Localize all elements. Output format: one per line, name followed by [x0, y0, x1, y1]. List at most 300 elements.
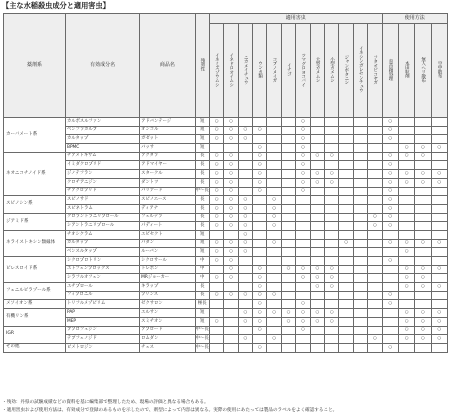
mark-cell: [415, 196, 431, 205]
mark-cell: [310, 196, 324, 205]
header-pest-label: 大型カメムシ: [315, 56, 321, 82]
header-pest-label: 小型カメムシ: [329, 56, 335, 82]
table-row: [4, 213, 448, 222]
mark-cell: ○: [209, 178, 223, 187]
mark-cell: ○: [398, 178, 414, 187]
mark-cell: [368, 343, 382, 352]
mark-cell: [296, 196, 310, 205]
table-row: [4, 283, 448, 292]
mark-cell: [224, 309, 238, 318]
mark-cell: [281, 178, 295, 187]
mark-cell: ○: [209, 126, 223, 135]
mark-cell: [267, 317, 281, 326]
product-cell: オンコル: [140, 126, 195, 135]
mark-cell: [238, 257, 252, 266]
header-method-label: 本田粒剤: [404, 60, 410, 78]
mark-cell: ○: [325, 152, 339, 161]
mark-cell: [431, 118, 447, 127]
mark-cell: [209, 230, 223, 239]
mark-cell: [310, 300, 324, 309]
product-cell: フェルテラ: [140, 213, 195, 222]
mark-cell: ○: [209, 317, 223, 326]
page-title: 【主な水稲殺虫成分と適用害虫】: [2, 1, 110, 10]
mark-cell: [368, 204, 382, 213]
header-pest-label: イネミズゾウムシ: [214, 52, 220, 87]
mark-cell: ○: [296, 187, 310, 196]
product-cell: ダントツ: [140, 178, 195, 187]
mark-cell: [281, 239, 295, 248]
mark-cell: ○: [267, 222, 281, 231]
mark-cell: [267, 283, 281, 292]
mark-cell: [310, 343, 324, 352]
mark-cell: ○: [398, 170, 414, 179]
mark-cell: ○: [224, 239, 238, 248]
mark-cell: [281, 170, 295, 179]
mark-cell: [353, 118, 367, 127]
mark-cell: ○: [224, 204, 238, 213]
header-pest: [368, 24, 382, 118]
mark-cell: [368, 178, 382, 187]
mark-cell: [339, 326, 353, 335]
mark-cell: [382, 230, 398, 239]
mark-cell: ○: [325, 178, 339, 187]
mark-cell: [368, 265, 382, 274]
mark-cell: [415, 291, 431, 300]
table-row: [4, 291, 448, 300]
mark-cell: ○: [382, 222, 398, 231]
mark-cell: [353, 257, 367, 266]
table-row: [4, 343, 448, 352]
table-row: [4, 144, 448, 153]
mark-cell: [253, 239, 267, 248]
product-cell: アドマイヤー: [140, 161, 195, 170]
mark-cell: [339, 213, 353, 222]
mark-cell: [267, 326, 281, 335]
mark-cell: [339, 170, 353, 179]
product-cell: パディート: [140, 222, 195, 231]
header-pest-label: ツマグロヨコバイ: [300, 52, 306, 87]
mark-cell: [382, 283, 398, 292]
mark-cell: [325, 213, 339, 222]
mark-cell: ○: [238, 230, 252, 239]
mark-cell: ○: [431, 144, 447, 153]
header-method: [415, 24, 431, 118]
mark-cell: [398, 300, 414, 309]
ingredient-cell: シクロプロトリン: [66, 257, 140, 266]
mark-cell: [382, 326, 398, 335]
mark-cell: ○: [209, 248, 223, 257]
mark-cell: [353, 144, 367, 153]
mark-cell: [353, 239, 367, 248]
mark-cell: [224, 230, 238, 239]
table-row: [4, 152, 448, 161]
mark-cell: [325, 118, 339, 127]
mark-cell: ○: [325, 317, 339, 326]
table-row: [4, 317, 448, 326]
mark-cell: ○: [431, 265, 447, 274]
mark-cell: [368, 135, 382, 144]
mark-cell: [398, 204, 414, 213]
mark-cell: [325, 144, 339, 153]
mark-cell: [281, 152, 295, 161]
ingredient-cell: クロラントラニリプロール: [66, 213, 140, 222]
mark-cell: ○: [398, 335, 414, 344]
mark-cell: [325, 248, 339, 257]
header-pest-label: コブノメイガ: [271, 56, 277, 82]
mark-cell: ○: [238, 248, 252, 257]
mark-cell: [310, 230, 324, 239]
mark-cell: [398, 187, 414, 196]
mark-cell: [209, 309, 223, 318]
mark-cell: ○: [209, 239, 223, 248]
mark-cell: [368, 248, 382, 257]
mark-cell: ○: [296, 317, 310, 326]
mark-cell: ○: [382, 178, 398, 187]
ingredient-cell: ベンスルタップ: [66, 248, 140, 257]
table-row: [4, 118, 448, 127]
mark-cell: ○: [253, 144, 267, 153]
residual-cell: 長: [195, 204, 209, 213]
mark-cell: [267, 144, 281, 153]
mark-cell: [353, 326, 367, 335]
mark-cell: [398, 135, 414, 144]
mark-cell: [238, 300, 252, 309]
mark-cell: ○: [382, 257, 398, 266]
mark-cell: [415, 187, 431, 196]
header-methods-group: 使用方法: [382, 14, 447, 24]
mark-cell: ○: [209, 170, 223, 179]
mark-cell: ○: [267, 309, 281, 318]
mark-cell: [398, 291, 414, 300]
mark-cell: [267, 187, 281, 196]
mark-cell: [325, 343, 339, 352]
ingredient-cell: スピノサド: [66, 196, 140, 205]
category-cell: メソイオン系: [4, 300, 66, 309]
mark-cell: [238, 326, 252, 335]
residual-cell: 中〜長: [195, 187, 209, 196]
table-row: [4, 300, 448, 309]
ingredient-cell: クロチアニジン: [66, 178, 140, 187]
mark-cell: ○: [398, 283, 414, 292]
header-pest: [296, 24, 310, 118]
mark-cell: [339, 300, 353, 309]
mark-cell: [209, 343, 223, 352]
mark-cell: [339, 343, 353, 352]
mark-cell: ○: [238, 291, 252, 300]
header-method-label: 育苗箱処理: [388, 58, 394, 80]
mark-cell: ○: [209, 274, 223, 283]
mark-cell: ○: [253, 291, 267, 300]
mark-cell: [398, 343, 414, 352]
category-cell: スピノシン系: [4, 196, 66, 213]
mark-cell: ○: [209, 222, 223, 231]
table-row: [4, 265, 448, 274]
mark-cell: ○: [296, 135, 310, 144]
product-cell: スピノエース: [140, 196, 195, 205]
header-residual: [195, 14, 209, 118]
mark-cell: [415, 135, 431, 144]
mark-cell: [209, 326, 223, 335]
ingredient-cell: ベンフラカルブ: [66, 126, 140, 135]
table-row: [4, 170, 448, 179]
ingredient-cell: BPMC: [66, 144, 140, 153]
mark-cell: [253, 213, 267, 222]
residual-cell: 長: [195, 170, 209, 179]
mark-cell: [281, 187, 295, 196]
mark-cell: ○: [224, 248, 238, 257]
mark-cell: [398, 161, 414, 170]
mark-cell: [281, 343, 295, 352]
mark-cell: [310, 291, 324, 300]
mark-cell: ○: [398, 239, 414, 248]
mark-cell: [296, 204, 310, 213]
mark-cell: [238, 187, 252, 196]
table-row: [4, 257, 448, 266]
mark-cell: [224, 144, 238, 153]
header-pest-label: ウンカ類: [257, 60, 263, 78]
residual-cell: 長: [195, 213, 209, 222]
product-cell: MRジョーカー: [140, 274, 195, 283]
ingredient-cell: エチプロール: [66, 283, 140, 292]
mark-cell: [253, 230, 267, 239]
mark-cell: ○: [238, 135, 252, 144]
mark-cell: ○: [253, 126, 267, 135]
mark-cell: [398, 222, 414, 231]
mark-cell: [253, 196, 267, 205]
mark-cell: [224, 326, 238, 335]
mark-cell: [224, 335, 238, 344]
mark-cell: [353, 248, 367, 257]
mark-cell: ○: [224, 152, 238, 161]
mark-cell: ○: [382, 187, 398, 196]
mark-cell: [224, 343, 238, 352]
mark-cell: [253, 248, 267, 257]
header-pest: [281, 24, 295, 118]
mark-cell: ○: [415, 239, 431, 248]
residual-cell: 長: [195, 178, 209, 187]
mark-cell: ○: [253, 152, 267, 161]
mark-cell: [353, 317, 367, 326]
mark-cell: [398, 213, 414, 222]
mark-cell: [296, 283, 310, 292]
mark-cell: ○: [267, 335, 281, 344]
ingredient-cell: シアントラニリプロール: [66, 222, 140, 231]
mark-cell: ○: [296, 170, 310, 179]
mark-cell: [224, 283, 238, 292]
mark-cell: ○: [368, 335, 382, 344]
mark-cell: ○: [325, 309, 339, 318]
mark-cell: [238, 178, 252, 187]
mark-cell: ○: [296, 152, 310, 161]
mark-cell: ○: [310, 283, 324, 292]
mark-cell: [296, 257, 310, 266]
residual-cell: 短: [195, 309, 209, 318]
mark-cell: [368, 230, 382, 239]
mark-cell: [368, 144, 382, 153]
mark-cell: [238, 118, 252, 127]
mark-cell: ○: [224, 187, 238, 196]
mark-cell: ○: [296, 178, 310, 187]
mark-cell: [267, 230, 281, 239]
mark-cell: [224, 300, 238, 309]
mark-cell: [281, 196, 295, 205]
residual-cell: 長: [195, 161, 209, 170]
mark-cell: [431, 196, 447, 205]
header-pest: [310, 24, 324, 118]
mark-cell: [238, 343, 252, 352]
mark-cell: [353, 196, 367, 205]
mark-cell: [353, 265, 367, 274]
header-pest: [238, 24, 252, 118]
ingredient-cell: チアクロプリド: [66, 187, 140, 196]
mark-cell: [368, 152, 382, 161]
mark-cell: [415, 230, 431, 239]
ingredient-cell: ブプロフェジン: [66, 326, 140, 335]
product-cell: シクロサール: [140, 257, 195, 266]
ingredient-cell: カルタップ: [66, 135, 140, 144]
mark-cell: [353, 213, 367, 222]
mark-cell: [353, 152, 367, 161]
mark-cell: ○: [224, 135, 238, 144]
table-row: [4, 204, 448, 213]
product-cell: スタークル: [140, 170, 195, 179]
product-cell: スミチオン: [140, 317, 195, 326]
mark-cell: ○: [224, 257, 238, 266]
mark-cell: ○: [267, 213, 281, 222]
mark-cell: [415, 300, 431, 309]
table-row: [4, 309, 448, 318]
mark-cell: [398, 230, 414, 239]
mark-cell: [325, 187, 339, 196]
mark-cell: [382, 248, 398, 257]
table-row: [4, 230, 448, 239]
mark-cell: [339, 161, 353, 170]
mark-cell: ○: [296, 144, 310, 153]
product-cell: アプロード: [140, 326, 195, 335]
mark-cell: [296, 222, 310, 231]
mark-cell: [382, 317, 398, 326]
product-cell: ディアナ: [140, 204, 195, 213]
residual-cell: 中〜長: [195, 326, 209, 335]
mark-cell: [431, 161, 447, 170]
mark-cell: [353, 135, 367, 144]
mark-cell: [296, 213, 310, 222]
mark-cell: [209, 335, 223, 344]
header-pest-label: イネドロオイムシ: [228, 52, 234, 87]
mark-cell: ○: [224, 161, 238, 170]
product-cell: エルサン: [140, 309, 195, 318]
mark-cell: [431, 126, 447, 135]
mark-cell: [325, 135, 339, 144]
mark-cell: ○: [415, 317, 431, 326]
category-cell: ネライストキシン類縁体: [4, 230, 66, 256]
mark-cell: [431, 230, 447, 239]
mark-cell: ○: [398, 309, 414, 318]
mark-cell: [431, 213, 447, 222]
product-cell: ルーバン: [140, 248, 195, 257]
table-row: [4, 187, 448, 196]
header-product: 商品名: [140, 14, 195, 118]
mark-cell: [368, 317, 382, 326]
mark-cell: ○: [267, 204, 281, 213]
mark-cell: [382, 144, 398, 153]
mark-cell: [431, 222, 447, 231]
header-ingredient: 有効成分名: [66, 14, 140, 118]
mark-cell: [281, 283, 295, 292]
mark-cell: ○: [431, 309, 447, 318]
mark-cell: [296, 230, 310, 239]
residual-cell: 短: [195, 239, 209, 248]
mark-cell: ○: [296, 274, 310, 283]
mark-cell: ○: [296, 326, 310, 335]
header-method-label: 空中散布: [437, 60, 443, 78]
mark-cell: [431, 204, 447, 213]
mark-cell: [281, 257, 295, 266]
mark-cell: [353, 309, 367, 318]
mark-cell: ○: [224, 170, 238, 179]
mark-cell: [281, 274, 295, 283]
mark-cell: [368, 170, 382, 179]
mark-cell: [368, 118, 382, 127]
mark-cell: [325, 257, 339, 266]
mark-cell: [353, 230, 367, 239]
product-cell: アドバンテージ: [140, 118, 195, 127]
mark-cell: ○: [382, 118, 398, 127]
mark-cell: ○: [398, 144, 414, 153]
mark-cell: [415, 204, 431, 213]
mark-cell: ○: [296, 161, 310, 170]
table-row: [4, 335, 448, 344]
mark-cell: [267, 152, 281, 161]
mark-cell: ○: [209, 257, 223, 266]
residual-cell: 中: [195, 265, 209, 274]
mark-cell: ○: [382, 204, 398, 213]
mark-cell: [325, 230, 339, 239]
mark-cell: [368, 291, 382, 300]
category-cell: カーバメート系: [4, 118, 66, 153]
mark-cell: ○: [431, 326, 447, 335]
mark-cell: [296, 335, 310, 344]
product-cell: トレボン: [140, 265, 195, 274]
mark-cell: ○: [238, 239, 252, 248]
mark-cell: [209, 144, 223, 153]
product-cell: バッサ: [140, 144, 195, 153]
mark-cell: ○: [415, 283, 431, 292]
mark-cell: [368, 126, 382, 135]
header-pest: [325, 24, 339, 118]
residual-cell: 短: [195, 230, 209, 239]
mark-cell: ○: [415, 326, 431, 335]
header-method: [398, 24, 414, 118]
footnote-residual: ・残効：丹県の試験成績などの資料を基に編集部で整理したため、現場の評価と異なる場合もある。: [2, 400, 209, 405]
footnote-usage: ・適用害虫および使用方法は、有効成分で登録のあるものを示したので、剤型によって内容は異なる。実際の使用にあたっては製品のラベルをよく確認すること。: [2, 408, 338, 413]
mark-cell: ○: [415, 152, 431, 161]
mark-cell: [325, 326, 339, 335]
mark-cell: [281, 291, 295, 300]
mark-cell: ○: [253, 283, 267, 292]
mark-cell: ○: [209, 118, 223, 127]
mark-cell: ○: [296, 300, 310, 309]
residual-cell: 長: [195, 283, 209, 292]
header-pests-group: 適用害虫: [209, 14, 382, 24]
header-pest-label: イナゴ: [286, 63, 292, 76]
mark-cell: ○: [431, 335, 447, 344]
mark-cell: [339, 118, 353, 127]
mark-cell: [353, 161, 367, 170]
category-cell: ジアミド系: [4, 213, 66, 230]
mark-cell: ○: [415, 170, 431, 179]
residual-cell: 短: [195, 317, 209, 326]
